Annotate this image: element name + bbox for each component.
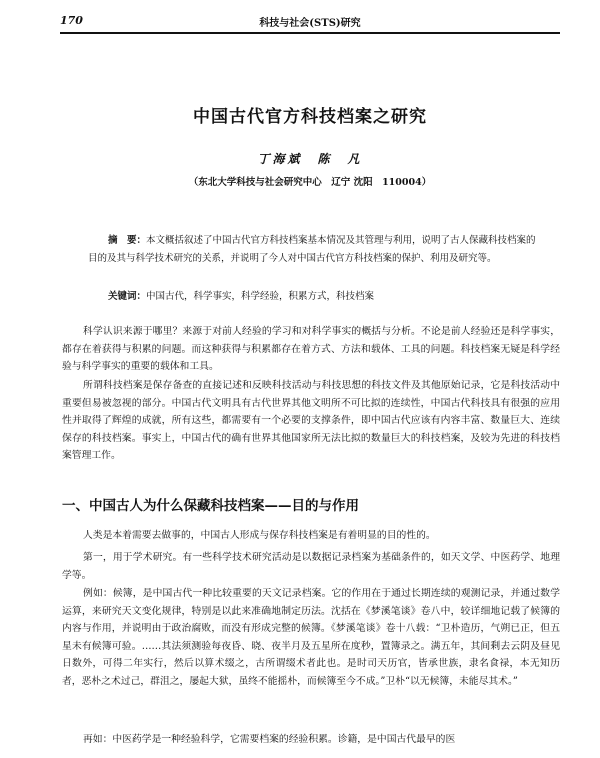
body-paragraph-2: 所谓科技档案是保存备查的直接记述和反映科技活动与科技思想的科技文件及其他原始记录，它是科技活动中重要但易被忽视的部分。中国古代文明具有古代世界其他文明所不可比拟的连续性，中国古代科技具有很强的应用性并取得了辉煌的成就，所有这些，都需要有一个必要的支撑条件，即中国古代应该有内容丰富、数量巨大、连续保存的科技档案。事实上，中国古代的确有世界其他国家所无法比拟的数量巨大的科技档案，及较为先进的科技档案管理工作。 <box>62 380 560 461</box>
abstract-text: 本文概括叙述了中国古代官方科技档案基本情况及其管理与利用，说明了古人保藏科技档案的目的及其与科学技术研究的关系，并说明了今人对中国古代官方科技档案的保护、利用及研究等。 <box>88 235 536 264</box>
body-paragraph-4: 第一，用于学术研究。有一些科学技术研究活动是以数据记录档案为基础条件的，如天文学、中医药学、地理学等。 <box>62 552 560 581</box>
abstract <box>88 232 536 268</box>
body-paragraph-6: 再如：中医药学是一种经验科学，它需要档案的经验积累。诊籍，是中国古代最早的医 <box>83 734 456 745</box>
abstract-label: 摘 要： <box>108 235 147 246</box>
keywords <box>108 288 536 306</box>
section-heading: 一、中国古人为什么保藏科技档案——目的与作用 <box>62 498 359 514</box>
running-header <box>60 14 560 34</box>
journal-name: 科技与社会(STS)研究 <box>259 18 361 29</box>
keywords-text: 中国古代，科学事实，科学经验，积累方式，科技档案 <box>146 291 375 302</box>
affiliation: （东北大学科技与社会研究中心 辽宁 沈阳 110004） <box>188 177 432 188</box>
page-number: 170 <box>60 14 83 27</box>
body-paragraph-1: 科学认识来源于哪里？来源于对前人经验的学习和对科学事实的概括与分析。不论是前人经验还是科学事实，都存在着获得与积累的问题。而这种获得与积累都存在着方式、方法和载体、工具的问题。科技档案无疑是科学经验与科学事实的重要的载体和工具。 <box>62 326 560 372</box>
body-paragraph-3: 人类是本着需要去做事的，中国古人形成与保存科技档案是有着明显的目的性的。 <box>83 530 436 541</box>
authors: 丁海斌 陈 凡 <box>257 152 363 166</box>
article-title: 中国古代官方科技档案之研究 <box>193 107 427 127</box>
keywords-label: 关键词： <box>108 291 147 302</box>
body-paragraph-5: 例如：候簿，是中国古代一种比较重要的天文记录档案。它的作用在于通过长期连续的观测记录，并通过数学运算，来研究天文变化规律，特别是以此来准确地制定历法。沈括在《梦溪笔谈》卷八中，较详细地记载了候簿的内容与作用，并说明由于政治腐败，而没有形成完整的候簿。《梦溪笔谈》卷十八载：“卫朴造历，气朔已正，但五星未有候簿可验。……其法须测验每夜昏、晓、夜半月及五星所在度秒，置簿录之。满五年，其间剩去云阴及昼见日数外，可得二年实行，然后以算术缀之，古所谓缀术者此也。是时司天历官，皆承世族，隶名食禄，本无知历者，恶朴之术过己，群沮之，屡起大狱，虽终不能摇朴，而候簿至今不成。”卫朴“以无候簿，未能尽其术。” <box>62 588 560 687</box>
